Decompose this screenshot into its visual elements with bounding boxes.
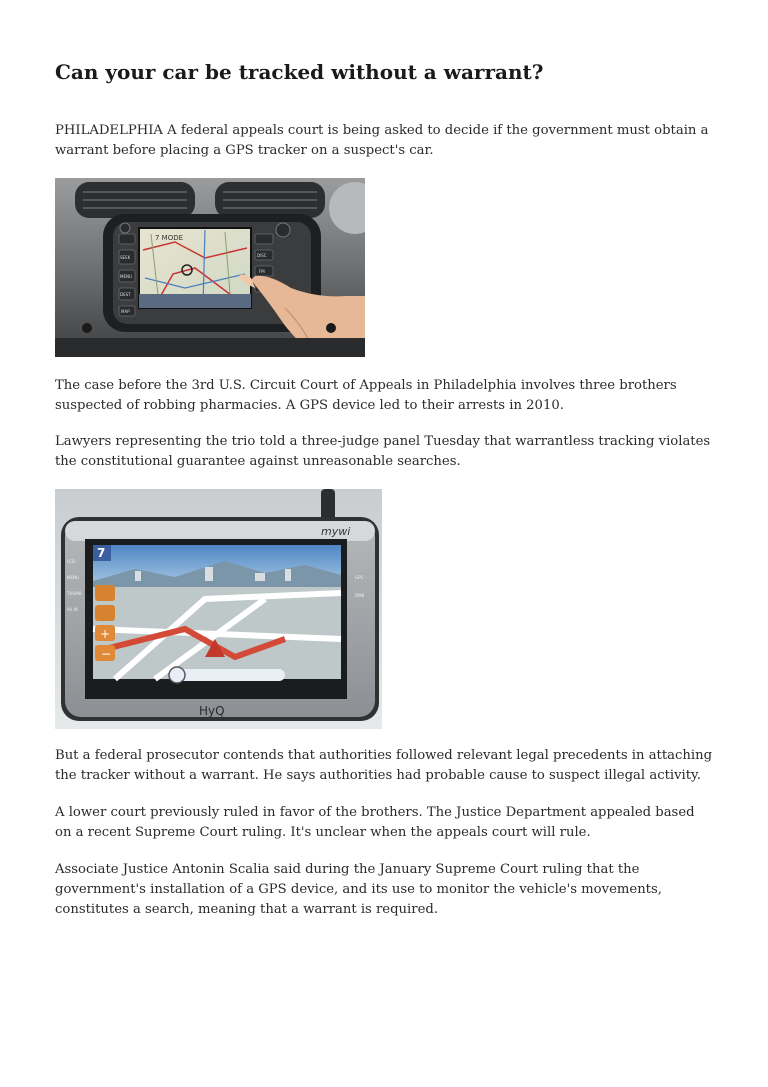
svg-text:SEEK: SEEK <box>120 255 131 260</box>
paragraph-prosecutor: But a federal prosecutor contends that authorities followed relevant legal precedents in attaching the tracker without a warrant. He says authorities had probable cause to suspect illegal activity. <box>55 748 713 783</box>
svg-text:DMB: DMB <box>355 593 365 598</box>
device-logo: HyQ <box>199 704 225 718</box>
svg-text:GPS: GPS <box>355 575 364 580</box>
svg-text:−: − <box>101 647 112 661</box>
portable-gps-photo <box>55 489 382 729</box>
car-navigation-photo <box>55 178 365 357</box>
article-title: Can your car be tracked without a warrant? <box>55 60 544 84</box>
svg-text:DEST: DEST <box>120 292 131 297</box>
svg-text:+: + <box>100 627 111 641</box>
svg-text:FM: FM <box>259 269 265 274</box>
paragraph-case: The case before the 3rd U.S. Circuit Court of Appeals in Philadelphia involves three brothers suspected of robbing pharmacies. A GPS device led to their arrests in 2010. <box>55 378 677 413</box>
paragraph-intro: PHILADELPHIA A federal appeals court is being asked to decide if the government must obtain a warrant before placing a GPS tracker on a suspect's car. <box>55 123 709 158</box>
paragraph-lawyers: Lawyers representing the trio told a three-judge panel Tuesday that warrantless tracking violates the constitutional guarantee against unreasonable searches. <box>55 434 711 469</box>
screen-badge: 7 <box>97 546 106 560</box>
svg-text:MENU: MENU <box>67 575 79 580</box>
svg-text:MAP: MAP <box>121 309 130 314</box>
screen-label: 7 MODE <box>155 234 184 242</box>
svg-text:LCD: LCD <box>67 559 76 564</box>
svg-text:MENU: MENU <box>120 274 132 279</box>
device-brand: mywi <box>321 525 351 538</box>
svg-text:THUMB: THUMB <box>67 591 82 596</box>
paragraph-lower-court: A lower court previously ruled in favor of the brothers. The Justice Department appealed based on a recent Supreme Court ruling. It's unclear when the appeals court will rule. <box>55 805 695 840</box>
svg-text:AV IN: AV IN <box>67 607 78 612</box>
paragraph-scalia: Associate Justice Antonin Scalia said during the January Supreme Court ruling that the government's installation of a GPS device, and its use to monitor the vehicle's movements, constitutes a search, meaning that a warrant is required. <box>55 862 662 917</box>
svg-text:DISC: DISC <box>257 253 267 258</box>
